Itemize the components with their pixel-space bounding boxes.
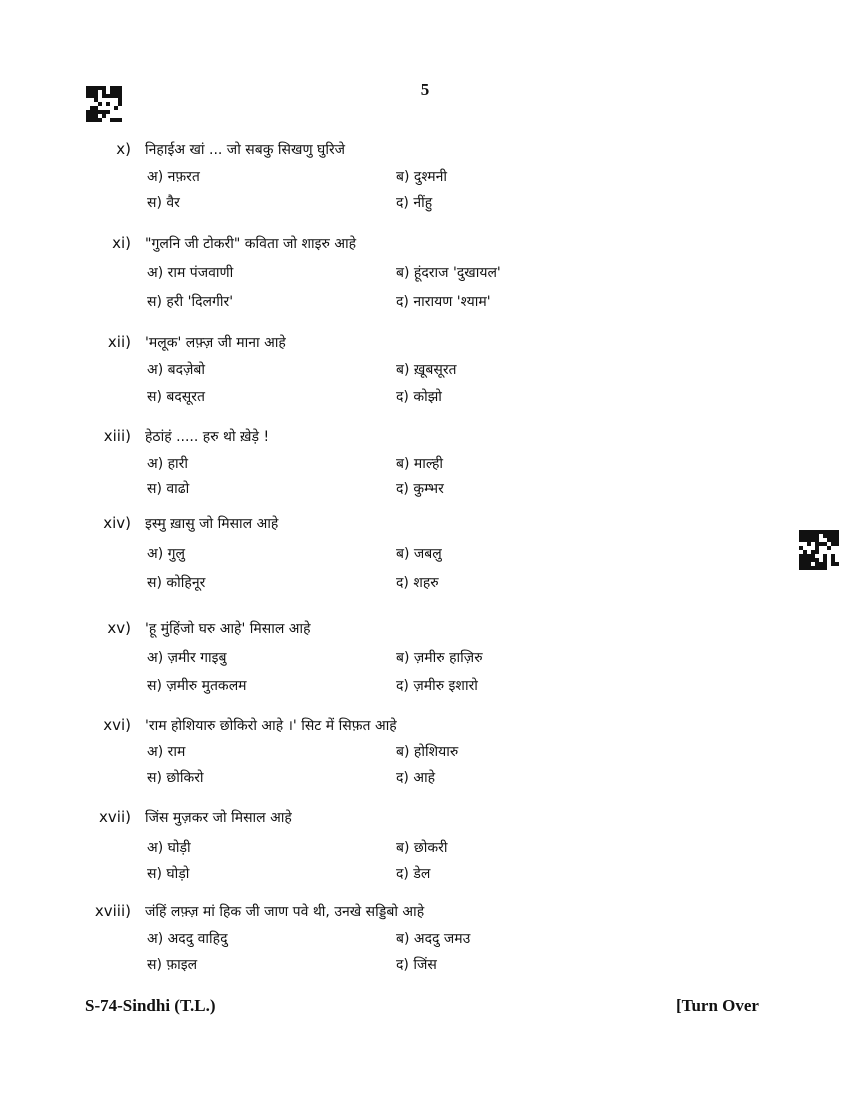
option-b: ब) होशियारु [396,744,459,760]
option-a: अ) नफ़रत [147,169,200,185]
option-a: अ) अददु वाहिदु [147,931,228,947]
question-text: 'मलूक' लफ़्ज़ जी माना आहे [145,335,286,351]
option-c: स) बदसूरत [147,389,205,405]
option-d: द) शहरु [396,575,439,591]
option-c: स) कोहिनूर [147,575,206,591]
option-a: अ) घोड़ी [147,840,191,856]
question-number: x) [116,140,131,158]
question-number: xiv) [103,514,131,532]
option-c: स) ज़मीरु मुतकलम [147,678,247,694]
qr-code-icon [799,530,839,570]
option-d: द) ज़मीरु इशारो [396,678,478,694]
qr-code-icon [86,86,122,122]
option-d: द) नारायण 'श्याम' [396,294,491,310]
option-b: ब) हूंदराज 'दुखायल' [396,265,501,281]
option-c: स) घोड़ो [147,866,190,882]
option-c: स) छोकिरो [147,770,204,786]
option-a: अ) बदज़ेबो [147,362,206,378]
question-text: हेठांहं ..... हरु थो ख़ेड़े ! [145,429,270,445]
question-text: निहाईअ खां ... जो सबकु सिखणु घुरिजे [145,142,346,158]
question-number: xvii) [99,808,131,826]
option-b: ब) जबलु [396,546,442,562]
question-number: xi) [112,234,131,252]
question-number: xii) [107,333,131,351]
option-c: स) हरी 'दिलगीर' [147,294,234,310]
option-d: द) डेल [396,866,431,882]
option-c: स) वैर [147,195,180,211]
page-number: 5 [420,80,430,99]
option-a: अ) ज़मीर गाइबु [147,650,227,666]
option-b: ब) दुश्मनी [396,169,448,185]
question-text: जिंस मुज़कर जो मिसाल आहे [145,810,292,826]
question-number: xviii) [94,902,131,920]
option-c: स) फ़ाइल [147,957,198,973]
option-b: ब) ज़मीरु हाज़िरु [396,650,483,666]
option-d: द) नींहु [396,195,433,211]
paper-code: S-74-Sindhi (T.L.) [85,996,216,1015]
question-text: "गुलनि जी टोकरी" कविता जो शाइरु आहे [145,236,357,252]
question-text: इस्मु ख़ासु जो मिसाल आहे [145,516,279,532]
option-b: ब) छोकरी [396,840,448,856]
option-d: द) कुम्भर [396,481,444,497]
option-b: ब) ख़ूबसूरत [396,362,457,378]
question-number: xvi) [103,716,131,734]
question-text: 'राम होशियारु छोकिरो आहे ।' सिट में सिफ़त आहे [145,718,397,734]
option-a: अ) हारी [147,456,189,472]
option-d: द) जिंस [396,957,437,973]
option-a: अ) राम पंजवाणी [147,265,234,281]
option-d: द) आहे [396,770,436,786]
turn-over-label: [Turn Over [676,996,759,1015]
option-a: अ) राम [147,744,186,760]
option-b: ब) अददु जमउ [396,931,471,947]
question-text: जंहिं लफ़्ज़ मां हिक जी जाण पवे थी, उनखे सड्डिबो आहे [145,904,425,920]
option-b: ब) माल्ही [396,456,443,472]
option-c: स) वाढो [147,481,190,497]
option-d: द) कोझो [396,389,442,405]
question-number: xiii) [103,427,131,445]
question-text: 'हू मुंहिंजो घरु आहे' मिसाल आहे [145,621,311,637]
question-number: xv) [107,619,131,637]
option-a: अ) गुलु [147,546,185,562]
